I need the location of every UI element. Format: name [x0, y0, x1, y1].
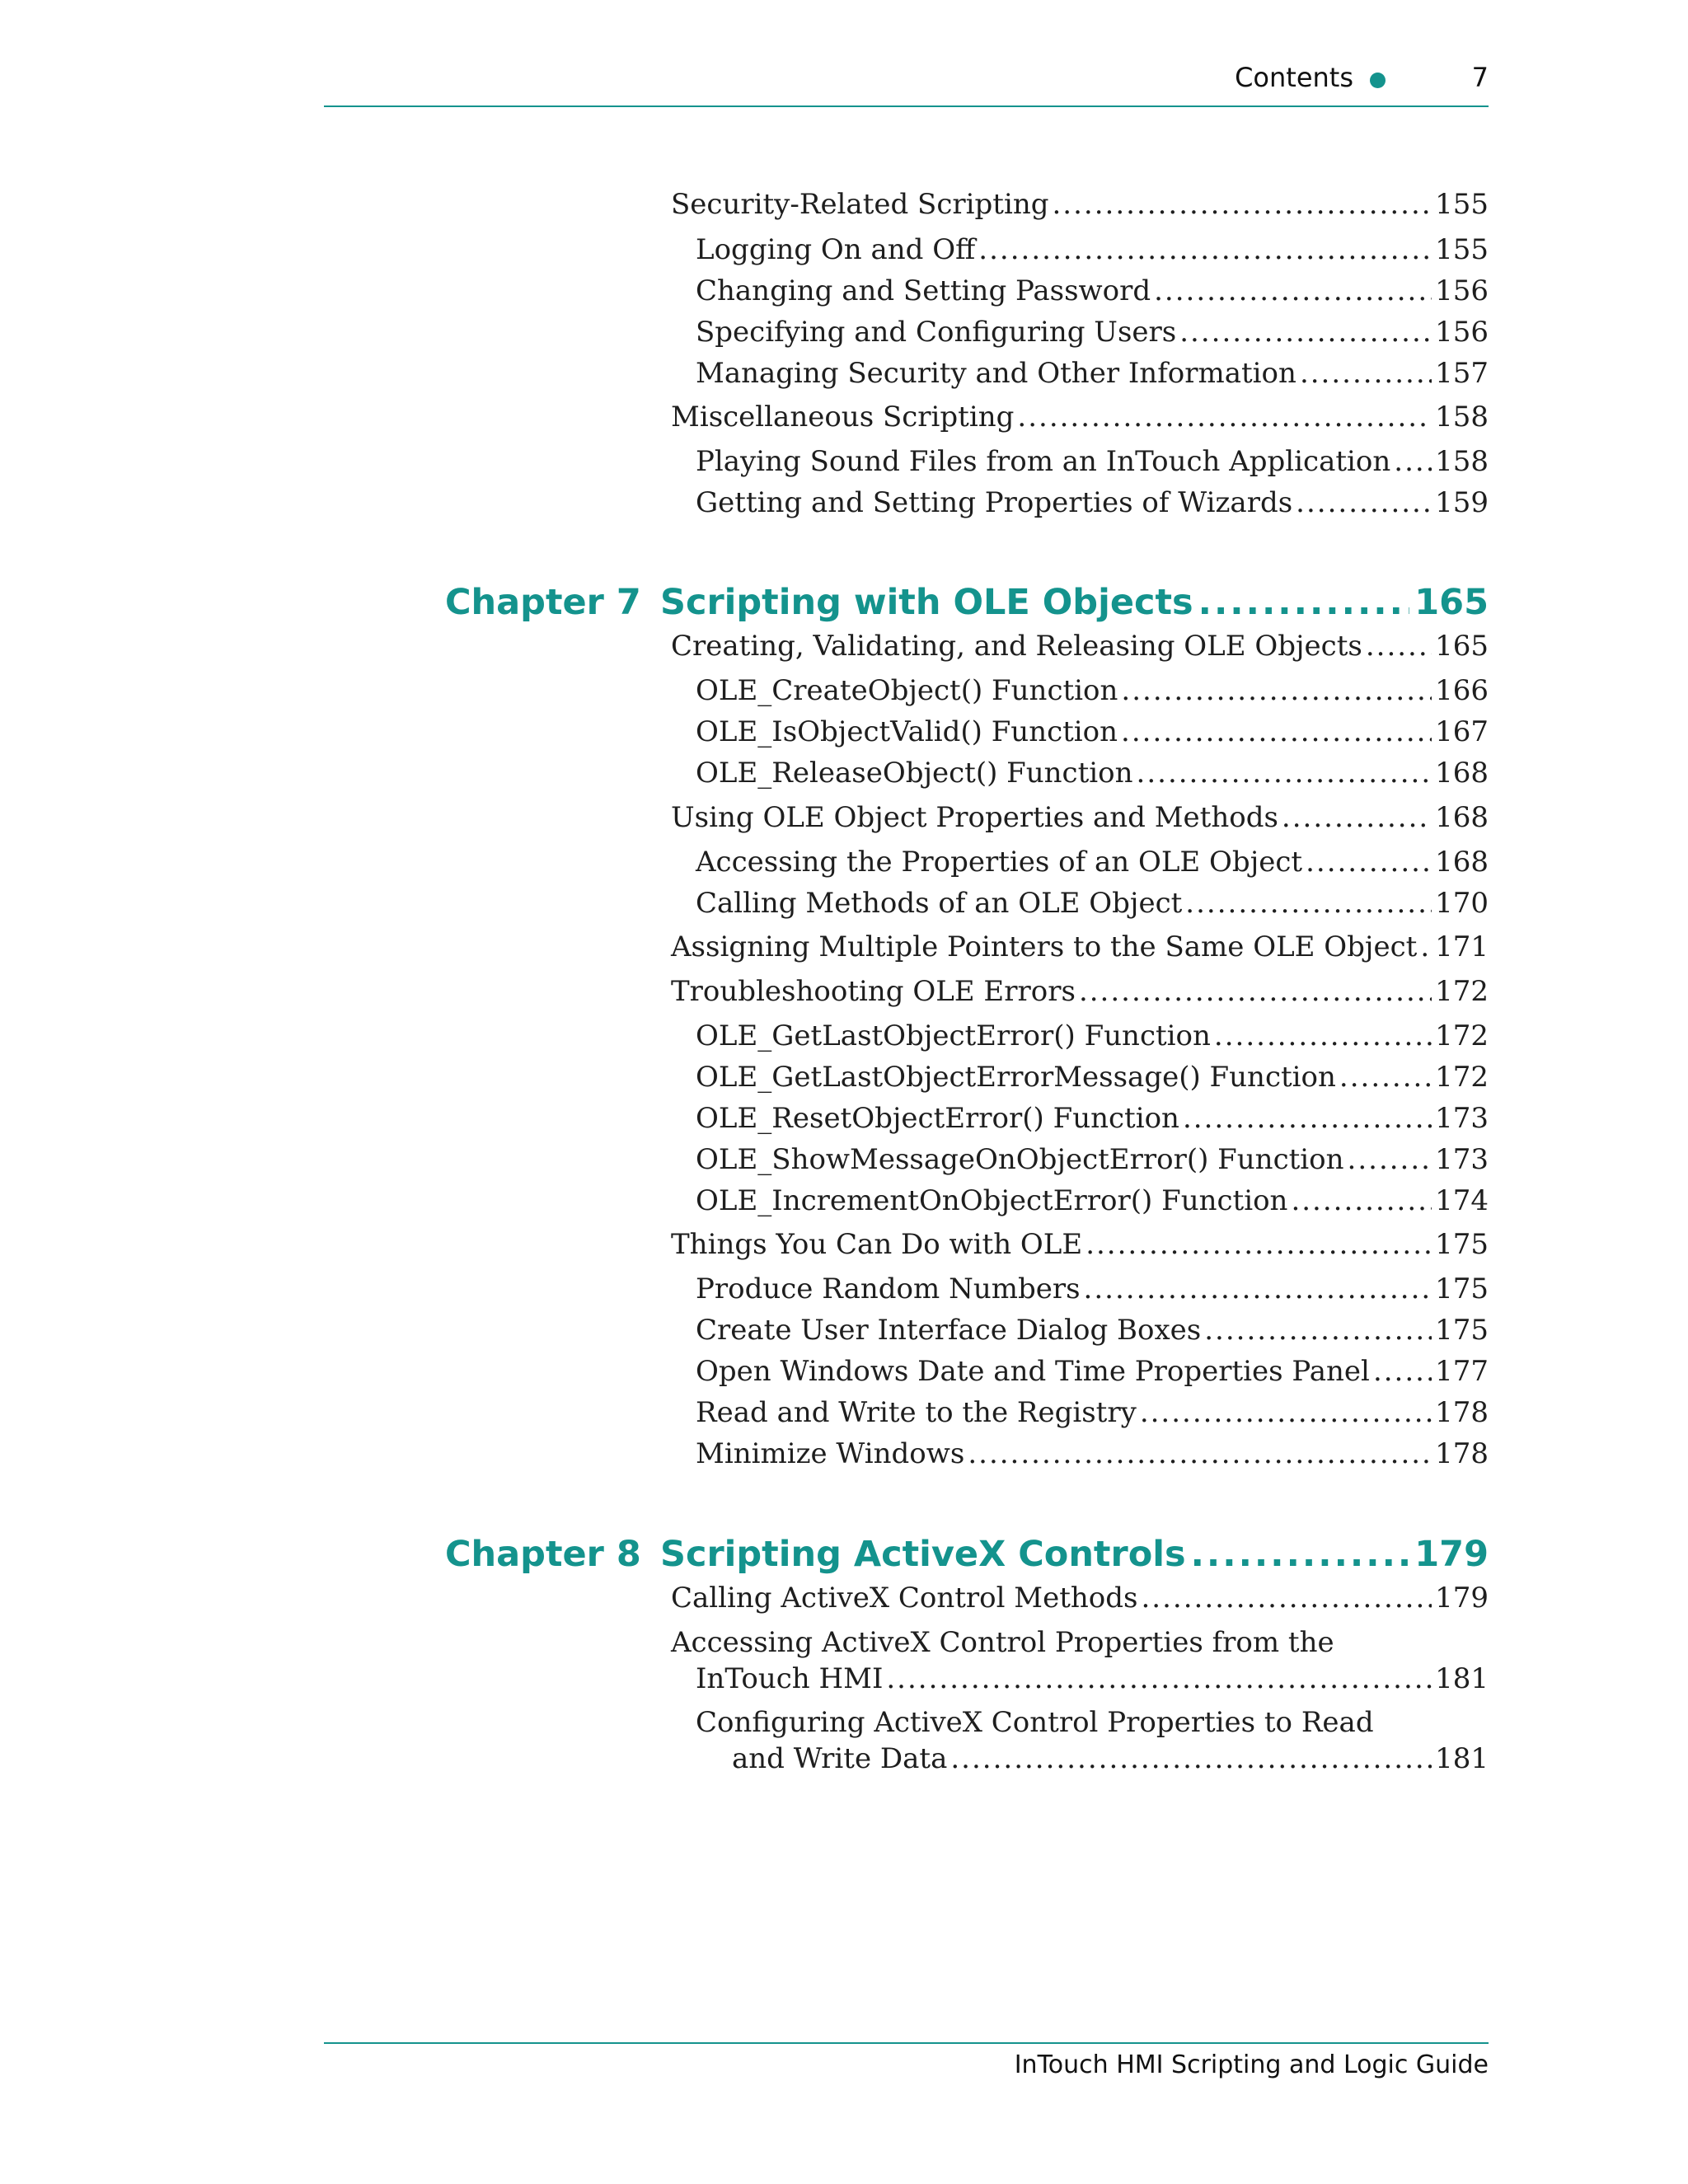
toc-entry-title: Produce Random Numbers — [696, 1272, 1081, 1305]
chapter-title: Scripting ActiveX Controls — [660, 1534, 1186, 1575]
toc-entry-title: OLE_IncrementOnObjectError() Function — [696, 1184, 1288, 1217]
toc-entry-page: 173 — [1435, 1143, 1489, 1176]
toc-entry-page: 168 — [1435, 846, 1489, 879]
chapter-page: 165 — [1414, 582, 1489, 623]
toc-entry-page: 158 — [1435, 401, 1489, 434]
toc-entry-page: 158 — [1435, 445, 1489, 478]
toc-entry[interactable] — [696, 673, 1489, 709]
footer-book-title: InTouch HMI Scripting and Logic Guide — [1014, 2050, 1489, 2079]
toc-entry-page: 168 — [1435, 801, 1489, 834]
toc-entry-title: OLE_ResetObjectError() Function — [696, 1102, 1179, 1135]
toc-entry[interactable] — [696, 1183, 1489, 1219]
leader-dots — [1053, 186, 1432, 223]
toc-entry-title: Assigning Multiple Pointers to the Same OLE Object — [671, 930, 1418, 963]
toc-entry[interactable] — [696, 355, 1489, 391]
leader-dots — [1306, 844, 1432, 880]
leader-dots — [1183, 1100, 1432, 1137]
toc-entry-title: OLE_CreateObject() Function — [696, 674, 1118, 707]
leader-dots — [1085, 1226, 1432, 1263]
leader-dots — [1137, 755, 1432, 791]
toc-entry-title: Things You Can Do with OLE — [671, 1228, 1083, 1261]
toc-entry[interactable] — [696, 232, 1489, 268]
toc-entry-title-line1[interactable]: Configuring ActiveX Control Properties to Read — [696, 1706, 1374, 1739]
toc-entry-title: Miscellaneous Scripting — [671, 401, 1015, 434]
toc-entry[interactable] — [671, 799, 1489, 836]
toc-entry-title: Create User Interface Dialog Boxes — [696, 1314, 1202, 1347]
header-page-number: 7 — [1471, 62, 1489, 93]
toc-entry[interactable] — [696, 1312, 1489, 1348]
leader-dots — [1017, 399, 1432, 435]
toc-entry-page: 159 — [1435, 486, 1489, 519]
toc-entry-title: Open Windows Date and Time Properties Panel — [696, 1355, 1370, 1388]
toc-entry-page: 175 — [1435, 1228, 1489, 1261]
leader-dots — [1282, 799, 1432, 836]
toc-entry[interactable] — [671, 399, 1489, 435]
toc-entry-page: 168 — [1435, 757, 1489, 790]
chapter-title: Scripting with OLE Objects — [660, 582, 1193, 623]
toc-entry[interactable] — [696, 1661, 1489, 1697]
toc-entry-page: 172 — [1435, 1061, 1489, 1094]
toc-entry[interactable] — [696, 1353, 1489, 1390]
leader-dots — [1394, 443, 1432, 480]
toc-entry-title: Calling Methods of an OLE Object — [696, 887, 1183, 920]
toc-entry-page: 178 — [1435, 1396, 1489, 1429]
leader-dots — [1191, 1531, 1410, 1577]
header-section-label: Contents — [1235, 62, 1353, 93]
toc-entry-page: 167 — [1435, 715, 1489, 748]
toc-entry-page: 172 — [1435, 975, 1489, 1008]
toc-entry-page: 181 — [1435, 1662, 1489, 1695]
chapter-7-heading[interactable] — [445, 579, 1489, 626]
toc-entry[interactable] — [671, 1226, 1489, 1263]
toc-entry[interactable] — [696, 755, 1489, 791]
toc-entry[interactable] — [671, 929, 1489, 965]
toc-entry[interactable] — [671, 186, 1489, 223]
toc-entry-page: 157 — [1435, 357, 1489, 390]
toc-entry-title: OLE_GetLastObjectErrorMessage() Function — [696, 1061, 1336, 1094]
leader-dots — [1185, 885, 1432, 921]
leader-dots — [1121, 714, 1432, 750]
leader-dots — [1140, 1394, 1432, 1431]
toc-entry[interactable] — [696, 844, 1489, 880]
toc-entry-page: 156 — [1435, 274, 1489, 307]
leader-dots — [1300, 355, 1432, 391]
leader-dots — [950, 1741, 1432, 1777]
leader-dots — [978, 232, 1432, 268]
toc-entry-title: Security-Related Scripting — [671, 188, 1049, 221]
toc-entry-title-line1[interactable]: Accessing ActiveX Control Properties from the — [671, 1626, 1334, 1659]
leader-dots — [1366, 628, 1432, 664]
toc-entry[interactable] — [696, 1394, 1489, 1431]
toc-entry-page: 172 — [1435, 1019, 1489, 1052]
leader-dots — [1084, 1271, 1432, 1307]
leader-dots — [886, 1661, 1432, 1697]
toc-entry-title: OLE_ShowMessageOnObjectError() Function — [696, 1143, 1344, 1176]
leader-dots — [1079, 973, 1432, 1010]
toc-entry-page: 170 — [1435, 887, 1489, 920]
leader-dots — [1179, 314, 1432, 350]
leader-dots — [1373, 1353, 1432, 1390]
toc-entry[interactable] — [671, 973, 1489, 1010]
toc-entry[interactable] — [696, 1100, 1489, 1137]
toc-entry-title: Using OLE Object Properties and Methods — [671, 801, 1278, 834]
toc-entry[interactable] — [696, 485, 1489, 521]
toc-entry[interactable] — [696, 1141, 1489, 1178]
toc-entry-title: Managing Security and Other Information — [696, 357, 1296, 390]
leader-dots — [1121, 673, 1432, 709]
toc-entry[interactable] — [696, 314, 1489, 350]
leader-dots — [1204, 1312, 1432, 1348]
toc-entry-title: Accessing the Properties of an OLE Object — [696, 846, 1303, 879]
toc-entry[interactable] — [696, 1059, 1489, 1095]
toc-entry[interactable] — [696, 714, 1489, 750]
toc-entry-title-line2: and Write Data — [732, 1742, 948, 1775]
toc-entry-page: 175 — [1435, 1314, 1489, 1347]
chapter-label: Chapter 7 — [445, 582, 641, 623]
toc-entry-title: Minimize Windows — [696, 1437, 965, 1470]
chapter-page: 179 — [1414, 1534, 1489, 1575]
toc-entry-page: 165 — [1435, 630, 1489, 663]
chapter-8-heading[interactable] — [445, 1531, 1489, 1577]
page-header — [324, 58, 1489, 107]
toc-entry-page: 155 — [1435, 188, 1489, 221]
toc-entry-title: Playing Sound Files from an InTouch Application — [696, 445, 1391, 478]
page-footer — [324, 2042, 1489, 2079]
toc-entry-title: OLE_GetLastObjectError() Function — [696, 1019, 1211, 1052]
leader-dots — [1348, 1141, 1432, 1178]
toc-entry-page: 174 — [1435, 1184, 1489, 1217]
toc-entry-title: Creating, Validating, and Releasing OLE Objects — [671, 630, 1362, 663]
toc-entry[interactable] — [696, 1271, 1489, 1307]
toc-entry-title-line2: InTouch HMI — [696, 1662, 884, 1695]
toc-entry-page: 166 — [1435, 674, 1489, 707]
toc-entry[interactable] — [671, 628, 1489, 664]
toc-entry-title: Logging On and Off — [696, 233, 976, 266]
leader-dots — [1296, 485, 1432, 521]
leader-dots — [1420, 929, 1432, 965]
toc-entry-title: OLE_ReleaseObject() Function — [696, 757, 1133, 790]
header-bullet-icon — [1370, 73, 1386, 88]
toc-entry-page: 175 — [1435, 1272, 1489, 1305]
leader-dots — [1141, 1580, 1432, 1616]
leader-dots — [1214, 1018, 1432, 1054]
toc-entry[interactable] — [732, 1741, 1489, 1777]
toc-entry[interactable] — [696, 1018, 1489, 1054]
leader-dots — [1291, 1183, 1432, 1219]
leader-dots — [1198, 579, 1410, 626]
toc-entry-page: 173 — [1435, 1102, 1489, 1135]
toc-entry-title: Getting and Setting Properties of Wizards — [696, 486, 1293, 519]
toc-entry-page: 178 — [1435, 1437, 1489, 1470]
toc-entry[interactable] — [696, 273, 1489, 309]
toc-entry-title: Changing and Setting Password — [696, 274, 1151, 307]
toc-entry-title: Specifying and Configuring Users — [696, 316, 1177, 349]
leader-dots — [968, 1436, 1432, 1472]
toc-entry-page: 155 — [1435, 233, 1489, 266]
toc-entry[interactable] — [671, 1580, 1489, 1616]
toc-entry[interactable] — [696, 443, 1489, 480]
toc-entry-page: 177 — [1435, 1355, 1489, 1388]
chapter-label: Chapter 8 — [445, 1534, 641, 1575]
leader-dots — [1339, 1059, 1432, 1095]
leader-dots — [1154, 273, 1432, 309]
toc-entry-title: Read and Write to the Registry — [696, 1396, 1137, 1429]
toc-entry-title: Troubleshooting OLE Errors — [671, 975, 1076, 1008]
toc-entry-page: 156 — [1435, 316, 1489, 349]
toc-entry-title: OLE_IsObjectValid() Function — [696, 715, 1118, 748]
toc-entry-page: 171 — [1435, 930, 1489, 963]
toc-entry-title: Calling ActiveX Control Methods — [671, 1582, 1138, 1615]
toc-entry-page: 181 — [1435, 1742, 1489, 1775]
toc-entry-page: 179 — [1435, 1582, 1489, 1615]
toc-entry[interactable] — [696, 1436, 1489, 1472]
toc-entry[interactable] — [696, 885, 1489, 921]
